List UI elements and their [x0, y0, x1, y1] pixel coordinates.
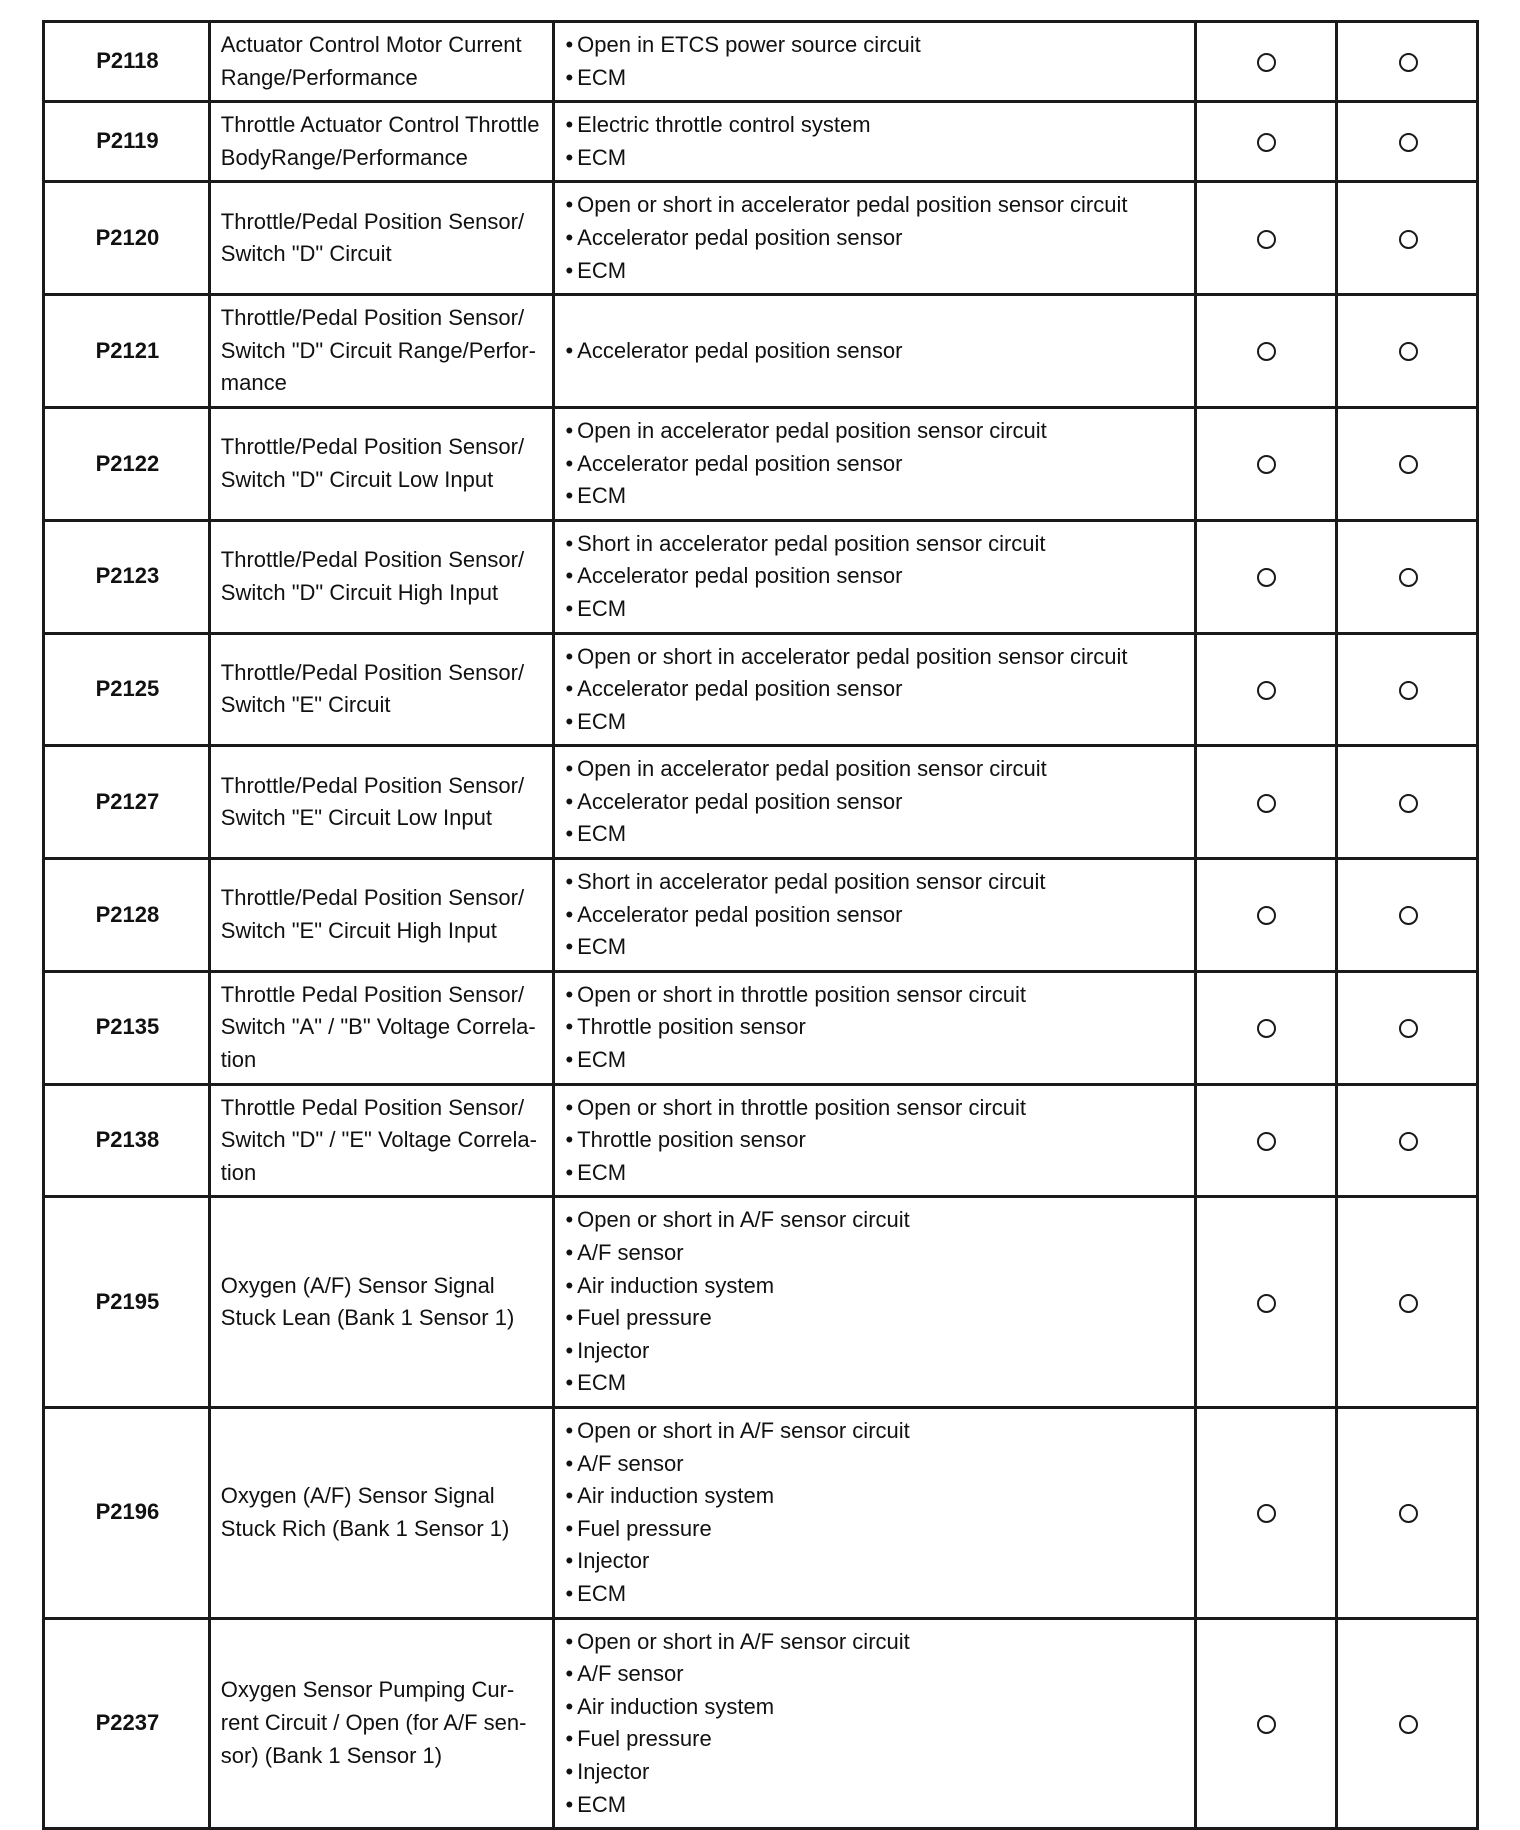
- dtc-code: P2125: [44, 633, 210, 746]
- detection-item-line: mance: [220, 370, 287, 396]
- table-row: [44, 407, 1478, 520]
- trouble-area-item: • Air induction system: [565, 1691, 1185, 1724]
- detection-item-line: Switch "A" / "B" Voltage Correla-: [220, 1014, 536, 1040]
- mil-circle-icon: [1257, 1504, 1276, 1523]
- memory-cell: [1337, 102, 1478, 182]
- trouble-area-item: • ECM: [565, 1789, 1185, 1822]
- table-row: [44, 1618, 1478, 1829]
- trouble-area-item: • Electric throttle control system: [565, 109, 1185, 142]
- detection-item-line: Throttle Pedal Position Sensor/: [220, 981, 525, 1007]
- trouble-area: [554, 633, 1195, 746]
- trouble-area-item: • Open or short in A/F sensor circuit: [565, 1204, 1185, 1237]
- detection-item-line: Switch "D" Circuit: [220, 241, 392, 267]
- dtc-code: P2135: [44, 971, 210, 1084]
- trouble-area: [554, 1618, 1195, 1829]
- table-row: [44, 859, 1478, 972]
- table-row: [44, 746, 1478, 859]
- mil-cell: [1195, 520, 1337, 633]
- mil-circle-icon: [1257, 342, 1276, 361]
- dtc-code: P2118: [44, 22, 210, 102]
- detection-item: [209, 1618, 554, 1829]
- memory-circle-icon: [1399, 1715, 1418, 1734]
- mil-circle-icon: [1257, 681, 1276, 700]
- memory-circle-icon: [1399, 53, 1418, 72]
- detection-item-line: BodyRange/Performance: [220, 144, 468, 170]
- dtc-code: P2122: [44, 407, 210, 520]
- trouble-area-item: • Open or short in throttle position sensor circuit: [565, 979, 1185, 1012]
- memory-cell: [1337, 407, 1478, 520]
- trouble-area-item: • Open or short in accelerator pedal position sensor circuit: [565, 189, 1185, 222]
- memory-circle-icon: [1399, 568, 1418, 587]
- trouble-area-item: • A/F sensor: [565, 1237, 1185, 1270]
- detection-item-line: Switch "D" Circuit Low Input: [220, 466, 494, 492]
- table-row: [44, 971, 1478, 1084]
- detection-item-line: Switch "E" Circuit Low Input: [220, 805, 492, 831]
- mil-cell: [1195, 971, 1337, 1084]
- memory-cell: [1337, 859, 1478, 972]
- table-row: [44, 1084, 1478, 1197]
- memory-circle-icon: [1399, 133, 1418, 152]
- mil-circle-icon: [1257, 568, 1276, 587]
- memory-cell: [1337, 520, 1478, 633]
- trouble-area-item: • ECM: [565, 706, 1185, 739]
- trouble-area-item: • ECM: [565, 593, 1185, 626]
- detection-item-line: Throttle/Pedal Position Sensor/: [220, 305, 525, 331]
- mil-circle-icon: [1257, 794, 1276, 813]
- trouble-area-item: • Air induction system: [565, 1480, 1185, 1513]
- detection-item-line: Throttle/Pedal Position Sensor/: [220, 208, 525, 234]
- trouble-area-item: • Accelerator pedal position sensor: [565, 673, 1185, 706]
- trouble-area-item: • Accelerator pedal position sensor: [565, 222, 1185, 255]
- detection-item: [209, 971, 554, 1084]
- mil-cell: [1195, 22, 1337, 102]
- mil-cell: [1195, 1407, 1337, 1618]
- trouble-area-item: • ECM: [565, 142, 1185, 175]
- trouble-area-item: • Accelerator pedal position sensor: [565, 335, 1185, 368]
- trouble-area-item: • ECM: [565, 255, 1185, 288]
- trouble-area-item: • ECM: [565, 1044, 1185, 1077]
- memory-cell: [1337, 22, 1478, 102]
- trouble-area: [554, 407, 1195, 520]
- trouble-area-item: • Injector: [565, 1545, 1185, 1578]
- dtc-code: P2121: [44, 295, 210, 408]
- mil-cell: [1195, 295, 1337, 408]
- detection-item-line: rent Circuit / Open (for A/F sen-: [220, 1710, 527, 1736]
- detection-item-line: Throttle/Pedal Position Sensor/: [220, 434, 525, 460]
- trouble-area-item: • Short in accelerator pedal position sensor circuit: [565, 866, 1185, 899]
- trouble-area-item: • Fuel pressure: [565, 1513, 1185, 1546]
- trouble-area-item: • Open in accelerator pedal position sensor circuit: [565, 415, 1185, 448]
- table-row: [44, 1197, 1478, 1408]
- memory-cell: [1337, 1407, 1478, 1618]
- mil-cell: [1195, 1084, 1337, 1197]
- detection-item: [209, 520, 554, 633]
- trouble-area-item: • Fuel pressure: [565, 1302, 1185, 1335]
- mil-cell: [1195, 1197, 1337, 1408]
- dtc-code: P2196: [44, 1407, 210, 1618]
- mil-circle-icon: [1257, 1132, 1276, 1151]
- trouble-area-item: • A/F sensor: [565, 1448, 1185, 1481]
- memory-circle-icon: [1399, 794, 1418, 813]
- trouble-area-item: • Air induction system: [565, 1270, 1185, 1303]
- table-row: [44, 520, 1478, 633]
- mil-cell: [1195, 102, 1337, 182]
- detection-item-line: Stuck Lean (Bank 1 Sensor 1): [220, 1305, 515, 1331]
- memory-circle-icon: [1399, 455, 1418, 474]
- dtc-table-body: [44, 22, 1478, 1829]
- table-row: [44, 633, 1478, 746]
- dtc-code: P2138: [44, 1084, 210, 1197]
- detection-item-line: Stuck Rich (Bank 1 Sensor 1): [220, 1515, 510, 1541]
- memory-circle-icon: [1399, 681, 1418, 700]
- table-row: [44, 182, 1478, 295]
- memory-circle-icon: [1399, 1294, 1418, 1313]
- detection-item-line: Switch "E" Circuit: [220, 692, 391, 718]
- detection-item: [209, 182, 554, 295]
- detection-item: [209, 1197, 554, 1408]
- trouble-area-item: • Accelerator pedal position sensor: [565, 448, 1185, 481]
- trouble-area: [554, 746, 1195, 859]
- trouble-area-item: • Accelerator pedal position sensor: [565, 560, 1185, 593]
- dtc-table: [42, 20, 1479, 1830]
- detection-item-line: Oxygen Sensor Pumping Cur-: [220, 1677, 515, 1703]
- trouble-area: [554, 1084, 1195, 1197]
- mil-cell: [1195, 407, 1337, 520]
- detection-item-line: Switch "D" Circuit High Input: [220, 579, 499, 605]
- memory-cell: [1337, 1618, 1478, 1829]
- detection-item-line: Range/Performance: [220, 64, 418, 90]
- trouble-area-item: • Throttle position sensor: [565, 1124, 1185, 1157]
- detection-item-line: Switch "D" Circuit Range/Perfor-: [220, 337, 536, 363]
- detection-item: [209, 102, 554, 182]
- mil-cell: [1195, 182, 1337, 295]
- dtc-code: P2237: [44, 1618, 210, 1829]
- memory-cell: [1337, 971, 1478, 1084]
- trouble-area: [554, 182, 1195, 295]
- memory-cell: [1337, 1084, 1478, 1197]
- memory-circle-icon: [1399, 1504, 1418, 1523]
- trouble-area-item: • Open or short in accelerator pedal position sensor circuit: [565, 641, 1185, 674]
- detection-item-line: Throttle Pedal Position Sensor/: [220, 1094, 525, 1120]
- detection-item: [209, 1407, 554, 1618]
- dtc-code: P2195: [44, 1197, 210, 1408]
- memory-circle-icon: [1399, 342, 1418, 361]
- trouble-area-item: • ECM: [565, 480, 1185, 513]
- detection-item-line: sor) (Bank 1 Sensor 1): [220, 1742, 443, 1768]
- mil-circle-icon: [1257, 133, 1276, 152]
- detection-item: [209, 859, 554, 972]
- mil-cell: [1195, 633, 1337, 746]
- trouble-area-item: • Open in accelerator pedal position sensor circuit: [565, 753, 1185, 786]
- trouble-area-item: • Short in accelerator pedal position sensor circuit: [565, 528, 1185, 561]
- detection-item: [209, 295, 554, 408]
- table-row: [44, 1407, 1478, 1618]
- table-row: [44, 295, 1478, 408]
- mil-circle-icon: [1257, 230, 1276, 249]
- memory-cell: [1337, 182, 1478, 295]
- dtc-code: P2119: [44, 102, 210, 182]
- trouble-area: [554, 520, 1195, 633]
- trouble-area-item: • Throttle position sensor: [565, 1011, 1185, 1044]
- detection-item-line: Switch "D" / "E" Voltage Correla-: [220, 1127, 537, 1153]
- mil-circle-icon: [1257, 1715, 1276, 1734]
- trouble-area-item: • ECM: [565, 1367, 1185, 1400]
- memory-circle-icon: [1399, 1132, 1418, 1151]
- trouble-area: [554, 859, 1195, 972]
- trouble-area-item: • A/F sensor: [565, 1658, 1185, 1691]
- dtc-code: P2127: [44, 746, 210, 859]
- detection-item: [209, 1084, 554, 1197]
- memory-cell: [1337, 295, 1478, 408]
- trouble-area: [554, 295, 1195, 408]
- table-row: [44, 22, 1478, 102]
- trouble-area: [554, 1197, 1195, 1408]
- mil-circle-icon: [1257, 906, 1276, 925]
- mil-circle-icon: [1257, 455, 1276, 474]
- trouble-area-item: • Injector: [565, 1756, 1185, 1789]
- trouble-area-item: • Open or short in throttle position sensor circuit: [565, 1092, 1185, 1125]
- detection-item-line: Throttle Actuator Control Throttle: [220, 112, 540, 138]
- memory-circle-icon: [1399, 906, 1418, 925]
- mil-cell: [1195, 859, 1337, 972]
- trouble-area-item: • Accelerator pedal position sensor: [565, 899, 1185, 932]
- mil-cell: [1195, 746, 1337, 859]
- trouble-area-item: • ECM: [565, 62, 1185, 95]
- detection-item: [209, 746, 554, 859]
- detection-item-line: Throttle/Pedal Position Sensor/: [220, 547, 525, 573]
- detection-item: [209, 22, 554, 102]
- detection-item-line: Actuator Control Motor Current: [220, 32, 522, 57]
- detection-item-line: Oxygen (A/F) Sensor Signal: [220, 1483, 495, 1509]
- trouble-area-item: • Accelerator pedal position sensor: [565, 786, 1185, 819]
- detection-item: [209, 633, 554, 746]
- detection-item: [209, 407, 554, 520]
- detection-item-line: Switch "E" Circuit High Input: [220, 917, 497, 943]
- trouble-area-item: • Injector: [565, 1335, 1185, 1368]
- trouble-area-item: • Open or short in A/F sensor circuit: [565, 1415, 1185, 1448]
- detection-item-line: Throttle/Pedal Position Sensor/: [220, 885, 525, 911]
- memory-circle-icon: [1399, 230, 1418, 249]
- trouble-area: [554, 22, 1195, 102]
- trouble-area-item: • ECM: [565, 818, 1185, 851]
- dtc-code: P2120: [44, 182, 210, 295]
- trouble-area-item: • ECM: [565, 1578, 1185, 1611]
- dtc-code: P2128: [44, 859, 210, 972]
- trouble-area-item: • Open or short in A/F sensor circuit: [565, 1626, 1185, 1659]
- table-row: [44, 102, 1478, 182]
- detection-item-line: tion: [220, 1159, 257, 1185]
- memory-circle-icon: [1399, 1019, 1418, 1038]
- trouble-area: [554, 102, 1195, 182]
- mil-cell: [1195, 1618, 1337, 1829]
- memory-cell: [1337, 746, 1478, 859]
- mil-circle-icon: [1257, 53, 1276, 72]
- trouble-area-item: • Open in ETCS power source circuit: [565, 29, 1185, 62]
- memory-cell: [1337, 1197, 1478, 1408]
- mil-circle-icon: [1257, 1294, 1276, 1313]
- detection-item-line: Throttle/Pedal Position Sensor/: [220, 659, 525, 685]
- mil-circle-icon: [1257, 1019, 1276, 1038]
- trouble-area: [554, 971, 1195, 1084]
- dtc-code: P2123: [44, 520, 210, 633]
- memory-cell: [1337, 633, 1478, 746]
- trouble-area: [554, 1407, 1195, 1618]
- detection-item-line: Throttle/Pedal Position Sensor/: [220, 772, 525, 798]
- trouble-area-item: • Fuel pressure: [565, 1723, 1185, 1756]
- trouble-area-item: • ECM: [565, 931, 1185, 964]
- detection-item-line: Oxygen (A/F) Sensor Signal: [220, 1272, 495, 1298]
- detection-item-line: tion: [220, 1047, 257, 1073]
- trouble-area-item: • ECM: [565, 1157, 1185, 1190]
